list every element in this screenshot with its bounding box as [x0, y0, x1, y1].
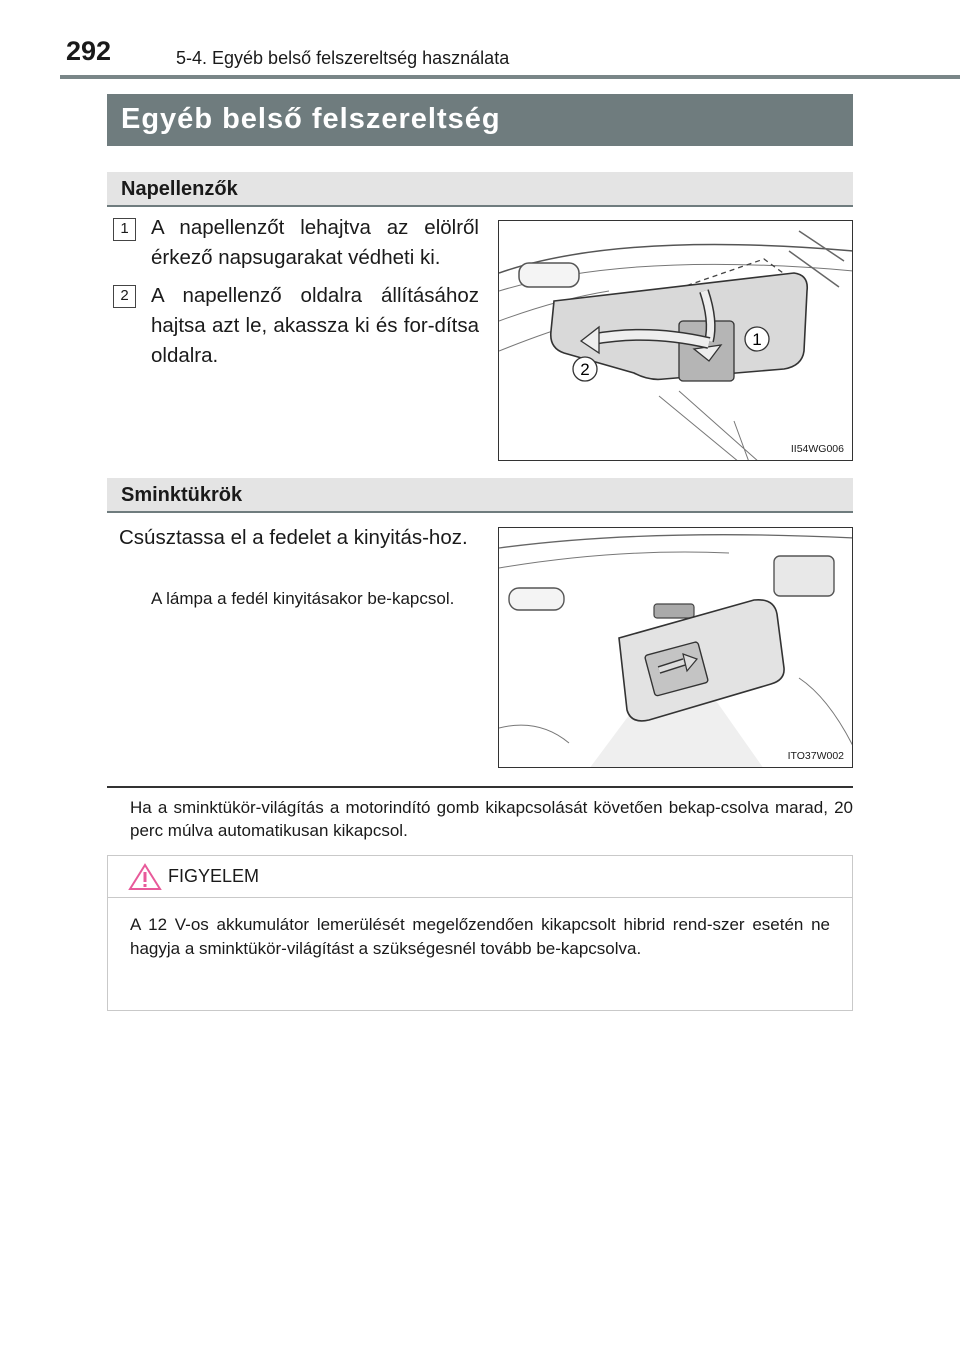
- vanity-mirror-drawing: [499, 528, 853, 768]
- warning-title: FIGYELEM: [168, 866, 260, 886]
- vanity-mirror-illustration: [498, 527, 853, 768]
- figure-code-1: II54WG006: [790, 443, 844, 455]
- step-number-1: 1: [113, 218, 136, 241]
- warning-triangle-icon: [128, 863, 162, 891]
- page-title: Egyéb belső felszereltség: [121, 103, 501, 135]
- section-heading-label: Napellenzők: [121, 178, 238, 200]
- vanity-mirror-instruction: Csúsztassa el a fedelet a kinyitás-hoz.: [119, 526, 468, 549]
- section-heading-label: Sminktükrök: [121, 484, 243, 506]
- vanity-mirror-note: A lámpa a fedél kinyitásakor be-kapcsol.: [151, 589, 455, 608]
- page-number: 292: [66, 36, 112, 66]
- figure-code-2: ITO37W002: [787, 750, 844, 762]
- sun-visor-illustration: [498, 220, 853, 461]
- warning-box: [107, 855, 853, 1011]
- header-divider: [60, 75, 960, 79]
- callout-1: 1: [752, 330, 762, 349]
- step-text-1: A napellenzőt lehajtva az elölről érkező napsugarakat védheti ki.: [151, 216, 479, 269]
- section-heading-sun-visors: [107, 172, 853, 207]
- callout-2: 2: [580, 360, 590, 379]
- step-number-2: 2: [113, 285, 136, 308]
- info-note: Ha a sminktükör-világítás a motorindító gomb kikapcsolását követően bekap-csolva marad, 20 perc múlva automatikusan kikapcsol.: [130, 798, 853, 840]
- note-divider: [107, 786, 853, 788]
- warning-header: [108, 856, 852, 898]
- page-title-band: [107, 94, 853, 146]
- warning-text: A 12 V-os akkumulátor lemerülését megelőzendően kikapcsolt hibrid rend-szer esetén ne hagyja a sminktükör-világítást a szükségesnél tovább be-kapcsolva.: [130, 915, 830, 958]
- section-heading-vanity-mirrors: [107, 478, 853, 513]
- chapter-header: 5-4. Egyéb belső felszereltség használata: [176, 48, 510, 68]
- step-text-2: A napellenző oldalra állításához hajtsa azt le, akassza ki és for-dítsa oldalra.: [151, 284, 479, 367]
- sun-visor-drawing: [499, 221, 853, 461]
